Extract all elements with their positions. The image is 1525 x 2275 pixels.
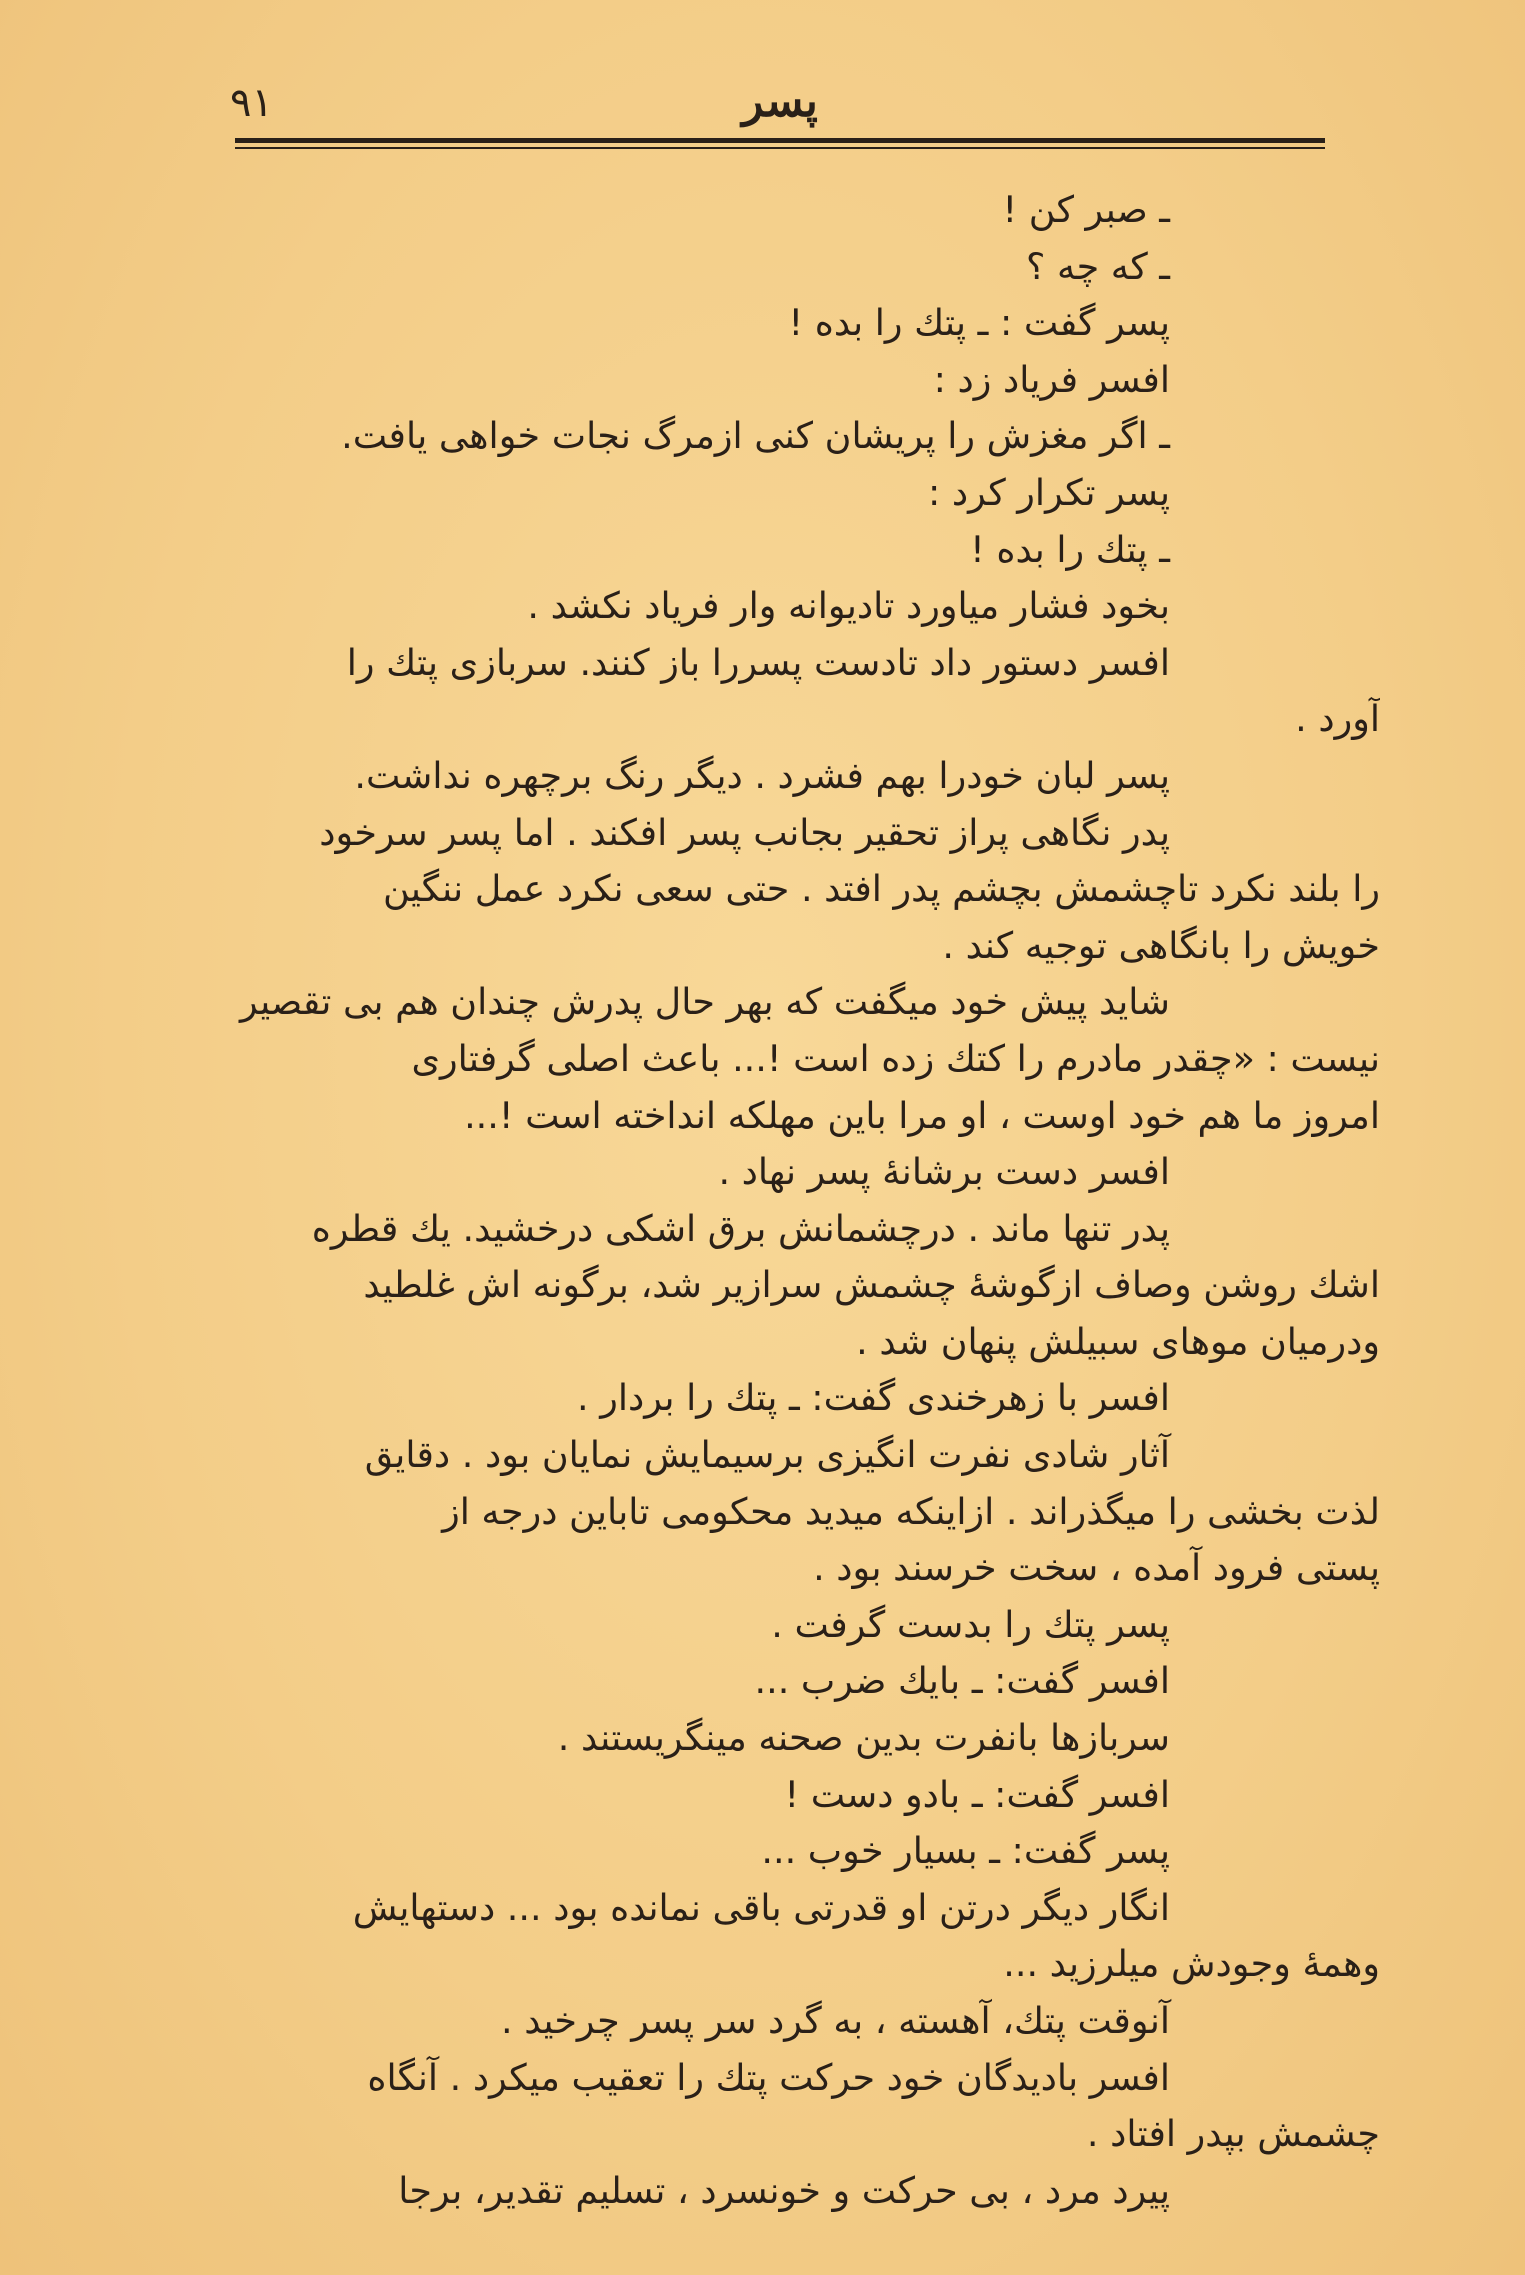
text-line: ودرمیان موهای سبیلش پنهان شد . bbox=[856, 1319, 1380, 1363]
text-line: خویش را بانگاهی توجیه کند . bbox=[942, 923, 1380, 967]
text-line: ـ اگر مغزش را پریشان کنی ازمرگ نجات خواهی یافت. bbox=[341, 414, 1170, 458]
text-line: پسر تکرار کرد : bbox=[928, 470, 1170, 514]
text-line: افسر دستور داد تادست پسررا باز کنند. سربازی پتك را bbox=[346, 640, 1170, 684]
text-line: پدر تنها ماند . درچشمانش برق اشکی درخشید. یك قطره bbox=[311, 1206, 1170, 1250]
text-line: پسر گفت : ـ پتك را بده ! bbox=[788, 301, 1170, 345]
text-line: افسر بادیدگان خود حرکت پتك را تعقیب میکرد . آنگاه bbox=[367, 2055, 1170, 2099]
text-line: را بلند نکرد تاچشمش بچشم پدر افتد . حتی سعی نکرد عمل ننگین bbox=[382, 867, 1380, 911]
text-line: انگار دیگر درتن او قدرتی باقی نمانده بود ... دستهایش bbox=[352, 1885, 1170, 1929]
text-line: اشك روشن وصاف ازگوشهٔ چشمش سرازیر شد، برگونه اش غلطید bbox=[363, 1263, 1380, 1307]
text-line: پسر پتك را بدست گرفت . bbox=[771, 1602, 1170, 1646]
body-text bbox=[205, 182, 1380, 2219]
header-rule-thick bbox=[235, 138, 1325, 143]
text-line: پسر گفت: ـ بسیار خوب ... bbox=[761, 1829, 1170, 1873]
text-line: پدر نگاهی پراز تحقیر بجانب پسر افکند . اما پسر سرخود bbox=[319, 810, 1170, 854]
text-line: بخود فشار میاورد تادیوانه وار فریاد نکشد . bbox=[527, 584, 1170, 628]
text-line: آثار شادی نفرت انگیزی برسیمایش نمایان بود . دقایق bbox=[364, 1433, 1170, 1477]
text-line: افسر فریاد زد : bbox=[933, 357, 1170, 401]
text-line: امروز ما هم خود اوست ، او مرا باین مهلکه انداخته است !... bbox=[464, 1093, 1380, 1137]
text-line: افسر دست برشانهٔ پسر نهاد . bbox=[718, 1150, 1170, 1194]
text-line: پستی فرود آمده ، سخت خرسند بود . bbox=[813, 1546, 1380, 1590]
text-line: پسر لبان خودرا بهم فشرد . دیگر رنگ برچهره نداشت. bbox=[354, 753, 1170, 797]
text-line: لذت بخشی را میگذراند . ازاینکه میدید محکومی تاباین درجه از bbox=[442, 1489, 1380, 1533]
text-line: ـ که چه ؟ bbox=[1026, 244, 1170, 288]
text-line: افسر گفت: ـ بادو دست ! bbox=[784, 1772, 1170, 1816]
header-rule-thin bbox=[235, 147, 1325, 149]
text-line: سربازها بانفرت بدین صحنه مینگریستند . bbox=[557, 1716, 1170, 1760]
running-title: پسر bbox=[742, 76, 818, 127]
text-line: شاید پیش خود میگفت که بهر حال پدرش چندان هم بی تقصیر bbox=[239, 980, 1170, 1024]
text-line: وهمهٔ وجودش میلرزید ... bbox=[1003, 1942, 1380, 1986]
text-line: ـ پتك را بده ! bbox=[970, 527, 1170, 571]
text-line: پیرد مرد ، بی حرکت و خونسرد ، تسلیم تقدیر، برجا bbox=[398, 2168, 1170, 2212]
text-line: افسر گفت: ـ بایك ضرب ... bbox=[754, 1659, 1170, 1703]
text-line: افسر با زهرخندی گفت: ـ پتك را بردار . bbox=[576, 1376, 1170, 1420]
text-line: آورد . bbox=[1295, 697, 1380, 741]
text-line: چشمش بپدر افتاد . bbox=[1086, 2112, 1380, 2156]
text-line: نیست : «چقدر مادرم را کتك زده است !... باعث اصلی گرفتاری bbox=[411, 1036, 1380, 1080]
page-header bbox=[230, 72, 1330, 142]
text-line: آنوقت پتك، آهسته ، به گرد سر پسر چرخید . bbox=[500, 1999, 1170, 2042]
text-line: ـ صبر کن ! bbox=[1002, 188, 1170, 231]
page-number: ۹۱ bbox=[230, 80, 273, 126]
